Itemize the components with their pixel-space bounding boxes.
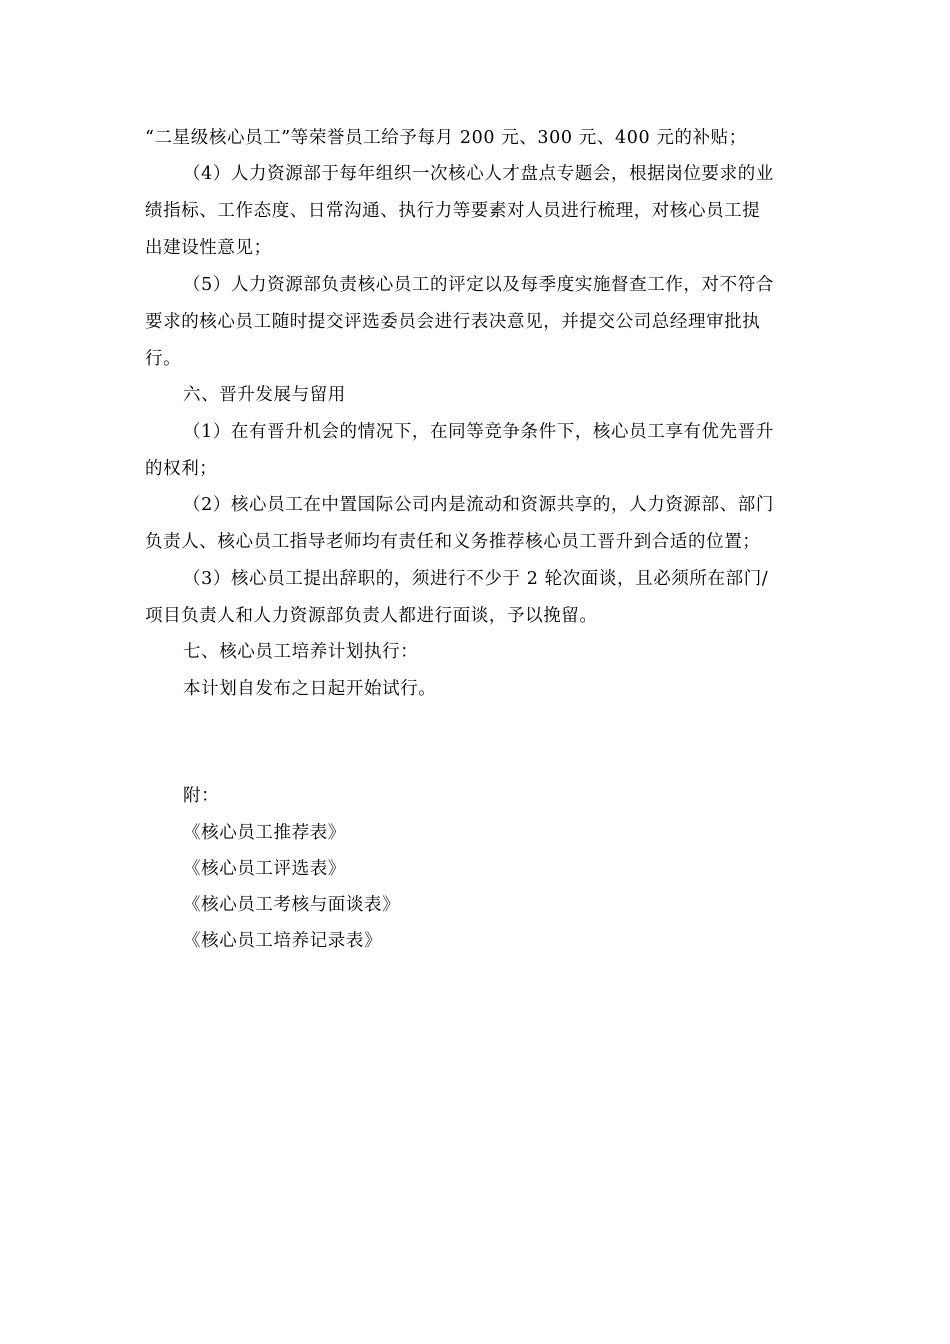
appendix-item: 《核心员工考核与面谈表》 [183, 895, 401, 915]
paragraph-line: “二星级核心员工”等荣誉员工给予每月 200 元、300 元、400 元的补贴； [145, 128, 747, 148]
paragraph-line: 项目负责人和人力资源部负责人都进行面谈，予以挽留。 [145, 606, 598, 626]
paragraph-line: （1）在有晋升机会的情况下，在同等竞争条件下，核心员工享有优先晋升 [183, 422, 774, 442]
section-heading: 六、晋升发展与留用 [183, 385, 346, 405]
paragraph-line: 要求的核心员工随时提交评选委员会进行表决意见，并提交公司总经理审批执 [145, 312, 761, 332]
paragraph-line: 负责人、核心员工指导老师均有责任和义务推荐核心员工晋升到合适的位置； [145, 532, 761, 552]
paragraph-line: （3）核心员工提出辞职的，须进行不少于 2 轮次面谈，且必须所在部门/ [183, 569, 769, 589]
appendix-item: 《核心员工推荐表》 [183, 823, 346, 843]
paragraph-line: 行。 [145, 349, 182, 369]
paragraph-line: （5）人力资源部负责核心员工的评定以及每季度实施督查工作，对不符合 [183, 275, 774, 295]
appendix-item: 《核心员工培养记录表》 [183, 931, 383, 951]
section-heading: 七、核心员工培养计划执行： [183, 642, 419, 662]
paragraph-line: 的权利； [145, 459, 218, 479]
paragraph-line: 出建设性意见； [145, 238, 272, 258]
appendix-item: 《核心员工评选表》 [183, 859, 346, 879]
paragraph-line: （4）人力资源部于每年组织一次核心人才盘点专题会，根据岗位要求的业 [183, 164, 774, 184]
paragraph-line: （2）核心员工在中置国际公司内是流动和资源共享的，人力资源部、部门 [183, 495, 774, 515]
paragraph-line: 绩指标、工作态度、日常沟通、执行力等要素对人员进行梳理，对核心员工提 [145, 201, 761, 221]
paragraph-line: 本计划自发布之日起开始试行。 [183, 679, 437, 699]
appendix-label: 附： [183, 786, 220, 806]
